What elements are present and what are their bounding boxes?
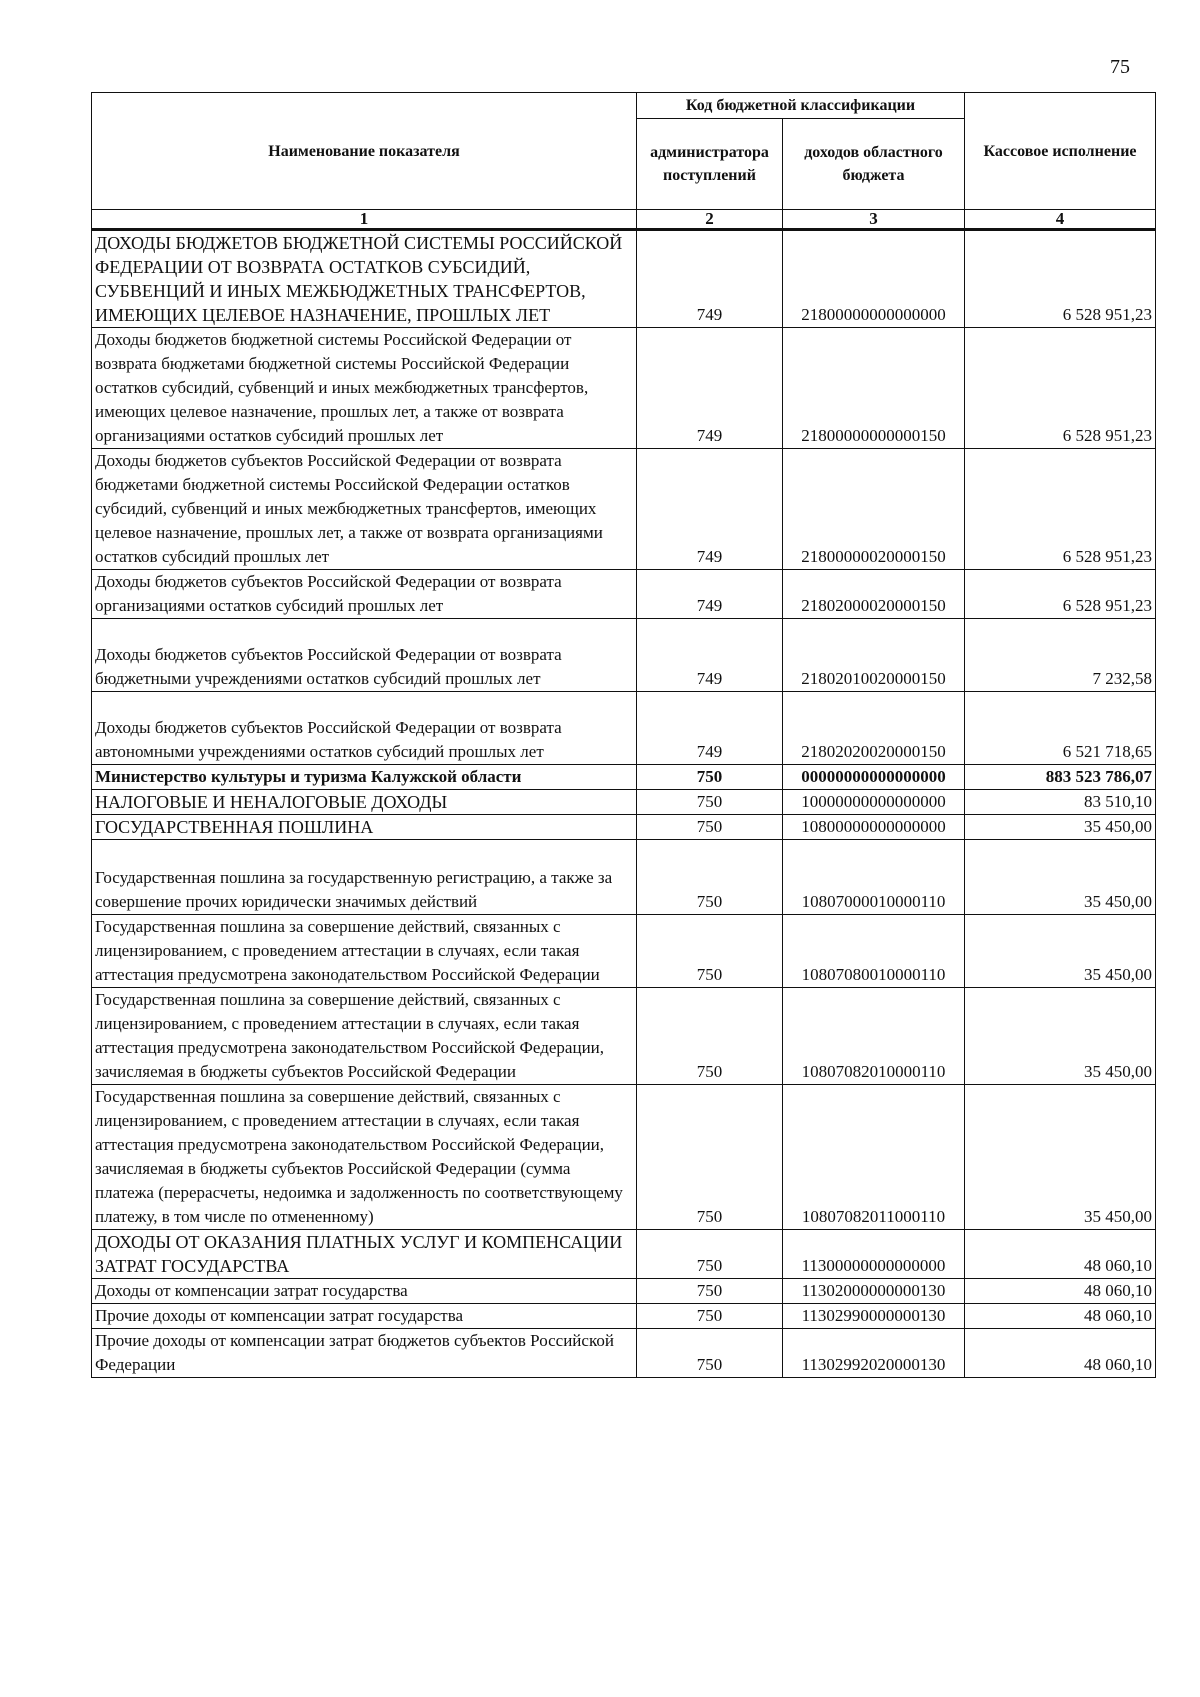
row-admin-code: 750 xyxy=(637,1329,783,1378)
row-name: Государственная пошлина за совершение действий, связанных с лицензированием, с проведением аттестации в случаях, если такая аттестация предусмотрена законодательством Российской Федерации, зачисляемая в бюджеты субъектов Российской Федерации xyxy=(92,988,637,1085)
row-budget-code: 00000000000000000 xyxy=(783,765,965,790)
row-amount: 48 060,10 xyxy=(965,1329,1156,1378)
row-admin-code: 750 xyxy=(637,790,783,815)
header-code-column: доходов областного бюджета xyxy=(783,119,965,210)
column-number: 4 xyxy=(965,210,1156,230)
column-number: 2 xyxy=(637,210,783,230)
table-row xyxy=(92,1085,1156,1230)
row-budget-code: 21800000000000000 xyxy=(783,230,965,328)
row-budget-code: 21800000020000150 xyxy=(783,449,965,570)
row-admin-code: 750 xyxy=(637,915,783,988)
row-name: Государственная пошлина за государственную регистрацию, а также за совершение прочих юридически значимых действий xyxy=(92,840,637,915)
table-row xyxy=(92,230,1156,328)
row-amount: 6 528 951,23 xyxy=(965,449,1156,570)
row-name: Доходы бюджетов субъектов Российской Федерации от возврата автономными учреждениями остатков субсидий прошлых лет xyxy=(92,692,637,765)
row-amount: 6 528 951,23 xyxy=(965,230,1156,328)
row-budget-code: 21800000000000150 xyxy=(783,328,965,449)
row-amount: 48 060,10 xyxy=(965,1304,1156,1329)
row-budget-code: 10807082011000110 xyxy=(783,1085,965,1230)
row-budget-code: 11302000000000130 xyxy=(783,1279,965,1304)
row-amount: 6 528 951,23 xyxy=(965,570,1156,619)
row-admin-code: 750 xyxy=(637,1085,783,1230)
row-amount: 83 510,10 xyxy=(965,790,1156,815)
row-amount: 35 450,00 xyxy=(965,1085,1156,1230)
row-amount: 35 450,00 xyxy=(965,988,1156,1085)
column-number: 3 xyxy=(783,210,965,230)
table-row xyxy=(92,619,1156,692)
row-budget-code: 10000000000000000 xyxy=(783,790,965,815)
table-row xyxy=(92,988,1156,1085)
table-row xyxy=(92,570,1156,619)
table-row xyxy=(92,765,1156,790)
row-name: ГОСУДАРСТВЕННАЯ ПОШЛИНА xyxy=(92,815,637,840)
table-row xyxy=(92,692,1156,765)
table-row xyxy=(92,1279,1156,1304)
row-name: Доходы бюджетов субъектов Российской Федерации от возврата бюджетными учреждениями остатков субсидий прошлых лет xyxy=(92,619,637,692)
table-row xyxy=(92,1304,1156,1329)
row-name: ДОХОДЫ БЮДЖЕТОВ БЮДЖЕТНОЙ СИСТЕМЫ РОССИЙСКОЙ ФЕДЕРАЦИИ ОТ ВОЗВРАТА ОСТАТКОВ СУБСИДИЙ, СУБВЕНЦИЙ И ИНЫХ МЕЖБЮДЖЕТНЫХ ТРАНСФЕРТОВ, ИМЕЮЩИХ ЦЕЛЕВОЕ НАЗНАЧЕНИЕ, ПРОШЛЫХ ЛЕТ xyxy=(92,230,637,328)
row-amount: 35 450,00 xyxy=(965,915,1156,988)
row-admin-code: 750 xyxy=(637,1279,783,1304)
table-row xyxy=(92,449,1156,570)
row-admin-code: 750 xyxy=(637,1304,783,1329)
row-budget-code: 21802020020000150 xyxy=(783,692,965,765)
row-admin-code: 750 xyxy=(637,815,783,840)
header-amount-column: Кассовое исполнение xyxy=(965,93,1156,210)
header-budget-code-group: Код бюджетной классификации xyxy=(637,93,965,119)
row-admin-code: 750 xyxy=(637,1230,783,1279)
row-name: Министерство культуры и туризма Калужской области xyxy=(92,765,637,790)
row-amount: 6 521 718,65 xyxy=(965,692,1156,765)
row-budget-code: 11300000000000000 xyxy=(783,1230,965,1279)
header-admin-column: администратора поступлений xyxy=(637,119,783,210)
table-row xyxy=(92,1329,1156,1378)
row-name: Государственная пошлина за совершение действий, связанных с лицензированием, с проведением аттестации в случаях, если такая аттестация предусмотрена законодательством Российской Федерации xyxy=(92,915,637,988)
row-name: Прочие доходы от компенсации затрат государства xyxy=(92,1304,637,1329)
row-budget-code: 10807080010000110 xyxy=(783,915,965,988)
row-admin-code: 749 xyxy=(637,449,783,570)
row-amount: 48 060,10 xyxy=(965,1279,1156,1304)
page-number: 75 xyxy=(1110,56,1130,78)
row-admin-code: 749 xyxy=(637,692,783,765)
row-name: Доходы бюджетов субъектов Российской Федерации от возврата бюджетами бюджетной системы Российской Федерации остатков субсидий, субвенций и иных межбюджетных трансфертов, имеющих целевое назначение, прошлых лет, а также от возврата организациями остатков субсидий прошлых лет xyxy=(92,449,637,570)
row-amount: 883 523 786,07 xyxy=(965,765,1156,790)
table-row xyxy=(92,915,1156,988)
row-amount: 6 528 951,23 xyxy=(965,328,1156,449)
row-name: Доходы бюджетов бюджетной системы Российской Федерации от возврата бюджетами бюджетной системы Российской Федерации остатков субсидий, субвенций и иных межбюджетных трансфертов, имеющих целевое назначение, прошлых лет, а также от возврата организациями остатков субсидий прошлых лет xyxy=(92,328,637,449)
row-budget-code: 10800000000000000 xyxy=(783,815,965,840)
header-name-column: Наименование показателя xyxy=(92,93,637,210)
table-row xyxy=(92,815,1156,840)
table-row xyxy=(92,1230,1156,1279)
row-admin-code: 750 xyxy=(637,840,783,915)
column-number: 1 xyxy=(92,210,637,230)
budget-revenue-table xyxy=(91,92,1156,1378)
row-budget-code: 11302990000000130 xyxy=(783,1304,965,1329)
row-name: ДОХОДЫ ОТ ОКАЗАНИЯ ПЛАТНЫХ УСЛУГ И КОМПЕНСАЦИИ ЗАТРАТ ГОСУДАРСТВА xyxy=(92,1230,637,1279)
row-name: Доходы бюджетов субъектов Российской Федерации от возврата организациями остатков субсидий прошлых лет xyxy=(92,570,637,619)
row-budget-code: 21802000020000150 xyxy=(783,570,965,619)
row-budget-code: 11302992020000130 xyxy=(783,1329,965,1378)
row-admin-code: 750 xyxy=(637,988,783,1085)
table-row xyxy=(92,840,1156,915)
row-amount: 35 450,00 xyxy=(965,840,1156,915)
row-amount: 48 060,10 xyxy=(965,1230,1156,1279)
row-name: Доходы от компенсации затрат государства xyxy=(92,1279,637,1304)
table-row xyxy=(92,790,1156,815)
row-budget-code: 21802010020000150 xyxy=(783,619,965,692)
row-admin-code: 749 xyxy=(637,328,783,449)
row-amount: 35 450,00 xyxy=(965,815,1156,840)
row-budget-code: 10807082010000110 xyxy=(783,988,965,1085)
table-row xyxy=(92,328,1156,449)
row-budget-code: 10807000010000110 xyxy=(783,840,965,915)
row-admin-code: 750 xyxy=(637,765,783,790)
row-name: Прочие доходы от компенсации затрат бюджетов субъектов Российской Федерации xyxy=(92,1329,637,1378)
row-name: НАЛОГОВЫЕ И НЕНАЛОГОВЫЕ ДОХОДЫ xyxy=(92,790,637,815)
row-name: Государственная пошлина за совершение действий, связанных с лицензированием, с проведением аттестации в случаях, если такая аттестация предусмотрена законодательством Российской Федерации, зачисляемая в бюджеты субъектов Российской Федерации (сумма платежа (перерасчеты, недоимка и задолженность по соответствующему платежу, в том числе по отмененному) xyxy=(92,1085,637,1230)
row-amount: 7 232,58 xyxy=(965,619,1156,692)
row-admin-code: 749 xyxy=(637,570,783,619)
row-admin-code: 749 xyxy=(637,619,783,692)
row-admin-code: 749 xyxy=(637,230,783,328)
